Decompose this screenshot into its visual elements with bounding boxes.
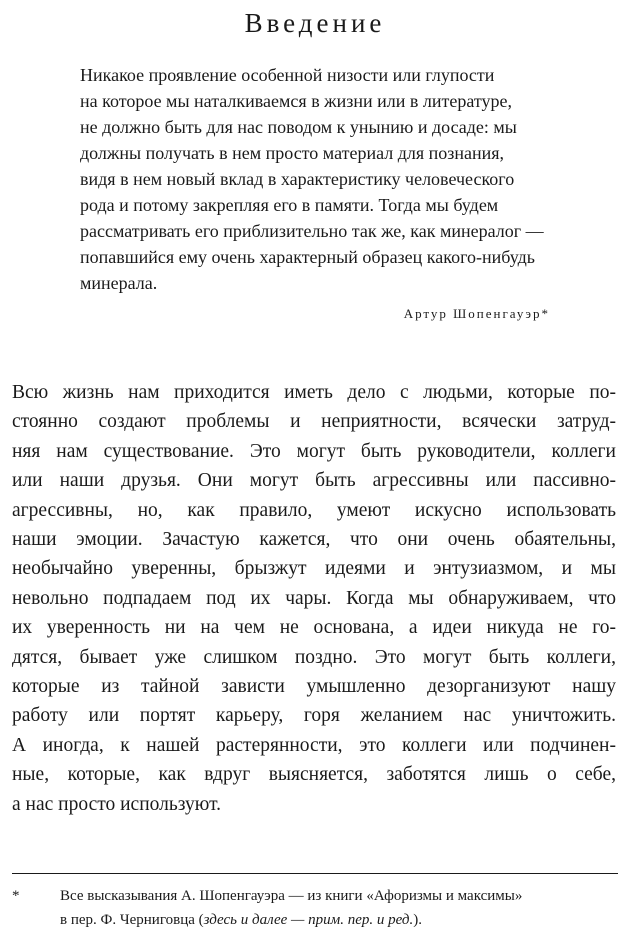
epigraph-line: минерала.: [80, 273, 158, 293]
footnote-line: Все высказывания А. Шопенгауэра — из книги «Афоризмы и максимы»: [60, 888, 523, 904]
body-line: наши эмоции. Зачастую кажется, что они очень обаятельны,: [12, 529, 616, 551]
epigraph-line: должны получать в нем просто материал для познания,: [80, 143, 505, 163]
footnote-line: [60, 908, 618, 932]
body-line: дятся, бывает уже слишком поздно. Это могут быть коллеги,: [12, 646, 616, 668]
body-line: необычайно уверенны, брызжут идеями и энтузиазмом, и мы: [12, 558, 616, 580]
epigraph-line: Никакое проявление особенной низости или глупости: [80, 65, 495, 85]
epigraph: [80, 62, 600, 296]
body-line: ные, которые, как вдруг выясняется, заботятся лишь о себе,: [12, 764, 616, 786]
body-line: невольно подпадаем под их чары. Когда мы обнаруживаем, что: [12, 587, 616, 609]
body-line: няя нам существование. Это могут быть руководители, коллеги: [12, 440, 616, 462]
body-line: агрессивны, но, как правило, умеют искусно использовать: [12, 499, 616, 521]
footnote-divider: [12, 873, 618, 874]
body-line: которые из тайной зависти умышленно дезорганизуют нашу: [12, 676, 616, 698]
body-line: Всю жизнь нам приходится иметь дело с людьми, которые по-: [12, 382, 616, 403]
epigraph-line: не должно быть для нас поводом к унынию и досаде: мы: [80, 117, 517, 137]
epigraph-line: рода и потому закрепляя его в памяти. Тогда мы будем: [80, 195, 499, 215]
body-line: А иногда, к нашей растерянности, это коллеги или подчинен-: [12, 734, 616, 756]
page-title: Введение: [244, 8, 386, 38]
footnote-text: [60, 884, 618, 932]
epigraph-line: видя в нем новый вклад в характеристику человеческого: [80, 169, 515, 189]
epigraph-line: попавшийся ему очень характерный образец какого-нибудь: [80, 247, 535, 267]
body-line: работу или портят карьеру, горя желанием нас уничтожить.: [12, 705, 616, 727]
body-line: стоянно создают проблемы и неприятности, всячески затруд-: [12, 411, 616, 433]
epigraph-author: Артур Шопенгауэр*: [403, 306, 550, 321]
footnote-marker: *: [12, 888, 20, 904]
epigraph-line: рассматривать его приблизительно так же, как минералог —: [80, 221, 544, 241]
epigraph-line: на которое мы наталкиваемся в жизни или в литературе,: [80, 91, 512, 111]
body-line: а нас просто используют.: [12, 793, 222, 815]
footnote-closing: ).: [413, 912, 423, 928]
footnote-translator: в пер. Ф. Черниговца (: [60, 912, 204, 928]
body-paragraph: [12, 378, 616, 819]
body-line: или наши друзья. Они могут быть агрессивны или пассивно-: [12, 470, 616, 492]
body-line: их уверенность ни на чем не основана, а идеи никуда не го-: [12, 617, 616, 639]
footnote-editor-note: здесь и далее — прим. пер. и ред.: [203, 912, 414, 928]
